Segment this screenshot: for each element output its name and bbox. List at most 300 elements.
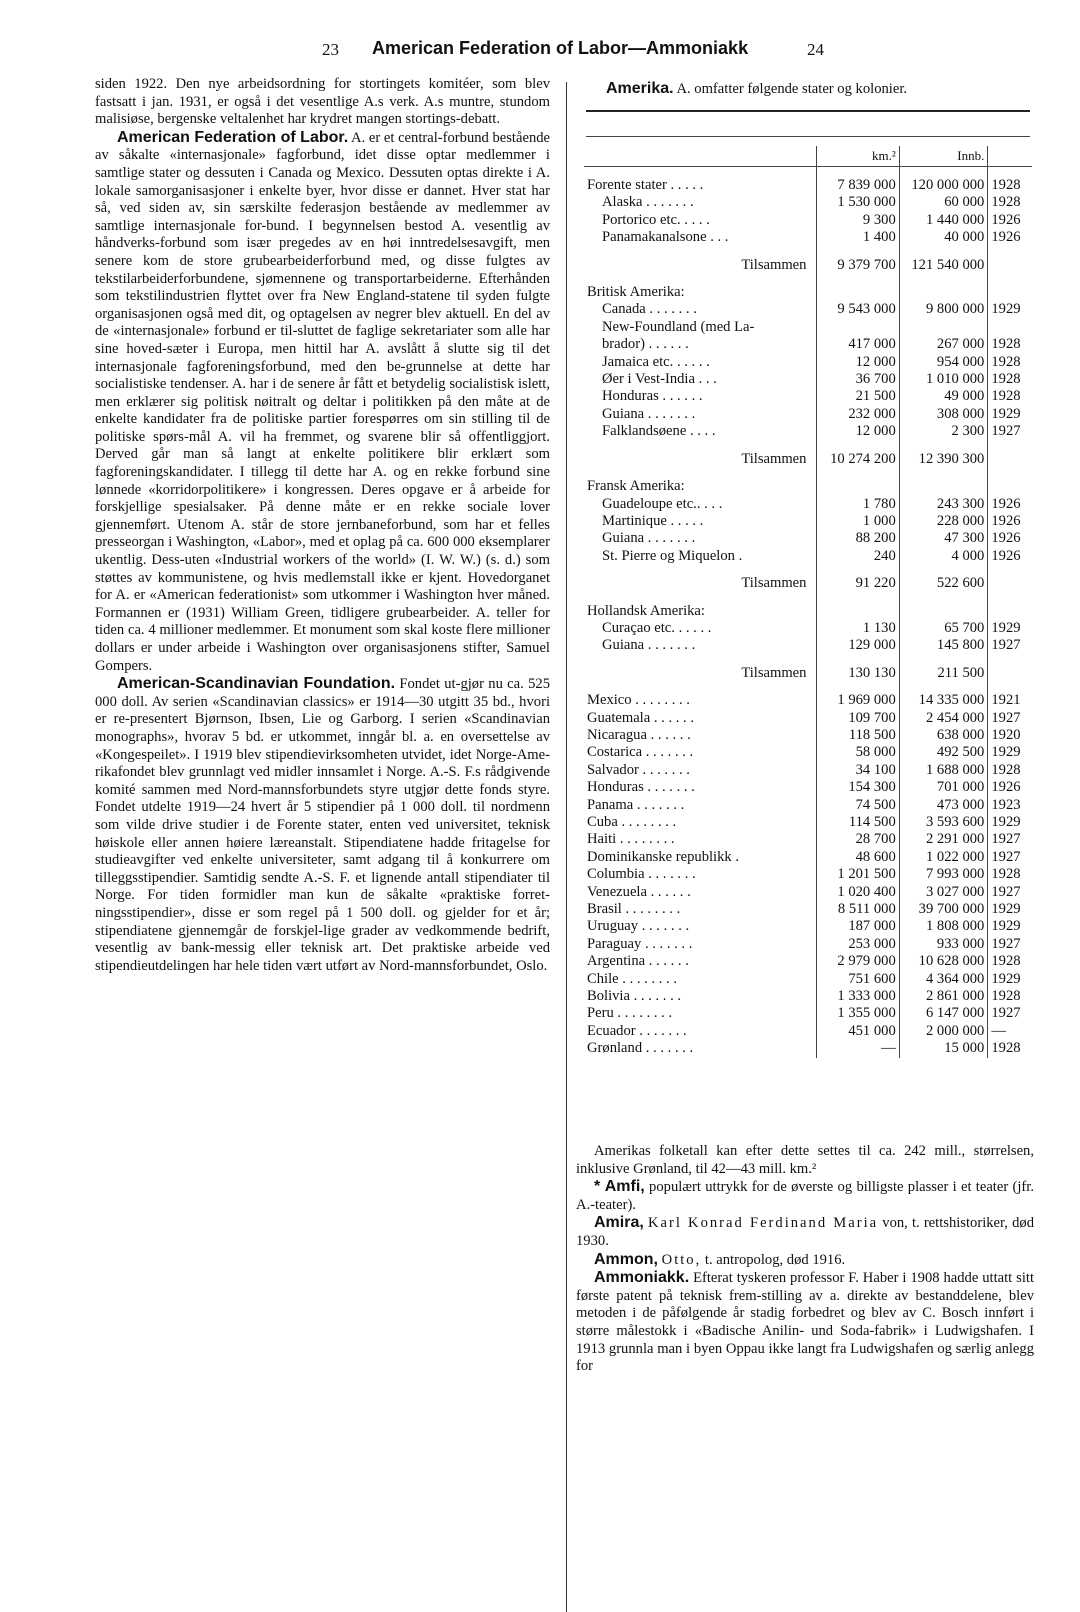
row-innb: 40 000	[899, 229, 988, 246]
spacer-cell	[899, 682, 988, 692]
page-number-right: 24	[807, 40, 824, 59]
empty-cell	[988, 575, 1032, 592]
row-year: 1928	[988, 336, 1032, 353]
total-km: 130 130	[817, 665, 899, 682]
country-km: 1 333 000	[817, 988, 899, 1005]
country-year: 1927	[988, 884, 1032, 901]
spacer-cell	[584, 593, 817, 603]
spacer-cell	[817, 682, 899, 692]
row-innb: 243 300	[899, 496, 988, 513]
country-name: Paraguay . . . . . . .	[587, 935, 693, 952]
spacer-cell	[584, 441, 817, 451]
empty-cell	[988, 284, 1032, 301]
spacer-row	[584, 247, 1032, 257]
country-name: Panama . . . . . . .	[587, 796, 685, 813]
headword-ammoniakk: Ammoniakk.	[594, 1269, 690, 1287]
spacer-cell	[817, 565, 899, 575]
spacer-row	[584, 167, 1032, 178]
spacer-row	[584, 441, 1032, 451]
country-row	[584, 936, 1032, 953]
table-row	[584, 513, 1032, 530]
row-year: 1927	[988, 637, 1032, 654]
empty-cell	[817, 603, 899, 620]
entry-ammon	[576, 1251, 1034, 1270]
country-km: 1 355 000	[817, 1005, 899, 1022]
row-name: Falklandsøene . . . .	[602, 423, 716, 440]
row-km: 9 300	[817, 212, 899, 229]
spacer-cell	[988, 441, 1032, 451]
row-year: 1928	[988, 354, 1032, 371]
entry-amira-text: von, t. rettshistoriker, død 1930.	[576, 1215, 1034, 1249]
table-row	[584, 194, 1032, 211]
folketall-note: Amerikas folketall kan efter dette settes til ca. 242 mill., størrelsen, inklusive Grønland, til 42—43 mill. km.²	[576, 1143, 1034, 1177]
spacer-cell	[899, 247, 988, 257]
spacer-cell	[899, 468, 988, 478]
country-name: Mexico . . . . . . . .	[587, 692, 690, 709]
row-km: 9 543 000	[817, 301, 899, 318]
spacer-cell	[988, 565, 1032, 575]
spacer-cell	[988, 593, 1032, 603]
country-year: 1927	[988, 1005, 1032, 1022]
entry-amfi-text: populært uttrykk for de øverste og billigste plasser i et teater (jfr. A.-teater).	[576, 1179, 1034, 1213]
row-km: 1 000	[817, 513, 899, 530]
headword-ammon: Ammon,	[594, 1250, 658, 1268]
table-row	[584, 637, 1032, 654]
entry-ammon-name: Otto,	[661, 1251, 702, 1268]
country-row	[584, 831, 1032, 848]
country-year: 1929	[988, 814, 1032, 831]
entry-amira	[576, 1214, 1034, 1250]
total-km: 9 379 700	[817, 257, 899, 274]
country-name: Costarica . . . . . . .	[587, 744, 694, 761]
spacer-cell	[817, 274, 899, 284]
table-row	[584, 388, 1032, 405]
country-year: —	[988, 1023, 1032, 1040]
running-header	[0, 38, 1080, 68]
country-km: 34 100	[817, 762, 899, 779]
row-year	[988, 319, 1032, 336]
row-km: 232 000	[817, 406, 899, 423]
row-km: 1 400	[817, 229, 899, 246]
header-innb-cell: Innb.	[899, 146, 988, 167]
country-innb: 3 027 000	[899, 884, 988, 901]
row-innb: 120 000 000	[899, 177, 988, 194]
spacer-row	[584, 565, 1032, 575]
row-year: 1926	[988, 548, 1032, 565]
left-column	[95, 76, 550, 975]
row-name: Portorico etc. . . . .	[602, 211, 710, 228]
country-km: 187 000	[817, 918, 899, 935]
country-year: 1929	[988, 901, 1032, 918]
entry-amfi	[576, 1178, 1034, 1214]
country-km: 8 511 000	[817, 901, 899, 918]
row-innb: 267 000	[899, 336, 988, 353]
row-innb: 47 300	[899, 530, 988, 547]
row-innb: 1 010 000	[899, 371, 988, 388]
spacer-cell	[817, 247, 899, 257]
spacer-cell	[817, 655, 899, 665]
spacer-cell	[899, 593, 988, 603]
row-year: 1928	[988, 371, 1032, 388]
group-heading: Hollandsk Amerika:	[587, 602, 705, 619]
country-innb: 2 291 000	[899, 831, 988, 848]
row-year: 1927	[988, 423, 1032, 440]
headword-amerika: Amerika.	[606, 80, 674, 97]
row-innb: 308 000	[899, 406, 988, 423]
country-km: 253 000	[817, 936, 899, 953]
country-name: Grønland . . . . . . .	[587, 1040, 694, 1057]
table-row	[584, 177, 1032, 194]
spacer-cell	[584, 247, 817, 257]
country-km: 118 500	[817, 727, 899, 744]
entry-ammoniakk-text: Efterat tyskeren professor F. Haber i 1908 hadde uttatt sitt første patent på teknisk frem-stilling av a. direkte av bestanddelene, blev metoden i de påfølgende år stadig forbedret og blev av C. Bosch innført i større målestokk i «Badische Anilin- und Soda-fabrik» i Ludwigshafen. I 1913 grunnla man i byen Oppau ikke langt fra Ludwigshafen og særlig anlegg for	[576, 1270, 1035, 1375]
country-innb: 638 000	[899, 727, 988, 744]
entry-asf-text: Fondet ut-gjør nu ca. 525 000 doll. Av serien «Scandinavian classics» er 1914—30 utgitt 35 bd., hvori er re-presentert Bjørnson, Ibsen, Lie og Garborg. I serien «Scandinavian monographs», hvorav 5 bd. er utkommet, inngår bl. a. en oversettelse av «Kongespeilet». I 1919 blev stipendievirksomheten utvidet, idet Norge-Ame-rikafondet blev grunnlagt ved midler innsamlet i Norge. A.-S. F.s rådgivende komité sammen med Nord-mannsforbundets styre utgjør dette fonds styre. Fondet utdelte 1919—24 hvert år 5 stipendier på 1 000 doll. til nordmenn som vilde drive studier i de Forente stater, enten ved universitet, teknisk høiskole eller annen høiere læreanstalt. Stipendiatene hadde fritagelse for studieavgifter ved enkelte universiteter, samt adgang til å konkurrere om tilleggsstipendier. Samtidig sendte A.-S. F. et lignende antall stipendiater til Norge. For tiden formidler man kun de såkalte «praktiske forret-ningsstipendier», disse er som regel på 1 500 doll. og gjelder for et år; stipendiatene gjennemgår de forskjel-lige grader av vedkommende bedrift, vesentlig av bank-messig eller teknisk art. Det praktiske arbeide ved stipendieutdelingen har hele tiden vært utført av Nord-mannsforbundet, Oslo.	[95, 676, 550, 974]
total-label: Tilsammen	[741, 575, 807, 592]
country-innb: 701 000	[899, 779, 988, 796]
spacer-cell	[584, 167, 817, 178]
country-name: Honduras . . . . . . .	[587, 779, 695, 796]
country-innb: 473 000	[899, 797, 988, 814]
country-row	[584, 918, 1032, 935]
row-name: Canada . . . . . . .	[602, 301, 697, 318]
row-year: 1926	[988, 496, 1032, 513]
spacer-row	[584, 593, 1032, 603]
spacer-row	[584, 655, 1032, 665]
country-innb: 2 861 000	[899, 988, 988, 1005]
amerika-intro: A. omfatter følgende stater og kolonier.	[676, 81, 908, 97]
row-year: 1929	[988, 620, 1032, 637]
row-name: brador) . . . . . .	[602, 336, 689, 353]
amerika-table	[584, 146, 1032, 1058]
country-row	[584, 971, 1032, 988]
row-year: 1929	[988, 406, 1032, 423]
row-innb: 954 000	[899, 354, 988, 371]
row-km: 1 530 000	[817, 194, 899, 211]
country-row	[584, 797, 1032, 814]
country-year: 1929	[988, 971, 1032, 988]
country-km: 2 979 000	[817, 953, 899, 970]
header-km-cell: km.²	[817, 146, 899, 167]
row-name: Guadeloupe etc.. . . .	[602, 495, 723, 512]
empty-cell	[988, 478, 1032, 495]
country-name: Argentina . . . . . .	[587, 953, 689, 970]
row-year: 1926	[988, 530, 1032, 547]
right-column-notes	[576, 1143, 1034, 1376]
country-row	[584, 1023, 1032, 1040]
country-row	[584, 744, 1032, 761]
empty-cell	[988, 665, 1032, 682]
country-row	[584, 779, 1032, 796]
country-innb: 1 688 000	[899, 762, 988, 779]
row-innb: 4 000	[899, 548, 988, 565]
country-km: 28 700	[817, 831, 899, 848]
spacer-cell	[584, 468, 817, 478]
country-innb: 39 700 000	[899, 901, 988, 918]
spacer-cell	[584, 274, 817, 284]
country-row	[584, 849, 1032, 866]
empty-cell	[988, 451, 1032, 468]
row-name: Guiana . . . . . . .	[602, 530, 696, 547]
table-row	[584, 336, 1032, 353]
country-innb: 492 500	[899, 744, 988, 761]
row-km: 21 500	[817, 388, 899, 405]
country-year: 1920	[988, 727, 1032, 744]
table-row	[584, 371, 1032, 388]
country-innb: 6 147 000	[899, 1005, 988, 1022]
country-year: 1926	[988, 779, 1032, 796]
country-name: Venezuela . . . . . .	[587, 883, 691, 900]
country-year: 1928	[988, 953, 1032, 970]
total-label: Tilsammen	[741, 450, 807, 467]
country-km: 114 500	[817, 814, 899, 831]
spacer-cell	[899, 167, 988, 178]
table-top-rule	[586, 110, 1030, 112]
country-year: 1927	[988, 710, 1032, 727]
row-innb: 60 000	[899, 194, 988, 211]
group-heading: Britisk Amerika:	[587, 284, 685, 301]
country-year: 1929	[988, 918, 1032, 935]
country-name: Chile . . . . . . . .	[587, 970, 677, 987]
empty-cell	[817, 478, 899, 495]
table-row	[584, 496, 1032, 513]
row-year: 1929	[988, 301, 1032, 318]
country-km: 451 000	[817, 1023, 899, 1040]
country-name: Dominikanske republikk .	[587, 848, 739, 865]
row-innb: 2 300	[899, 423, 988, 440]
total-innb: 211 500	[899, 665, 988, 682]
country-name: Ecuador . . . . . . .	[587, 1022, 687, 1039]
empty-cell	[817, 284, 899, 301]
row-name: Panamakanalsone . . .	[602, 229, 729, 246]
entry-afl	[95, 129, 550, 675]
header-name-cell	[584, 146, 817, 167]
table-row	[584, 530, 1032, 547]
row-year: 1926	[988, 513, 1032, 530]
row-innb: 145 800	[899, 637, 988, 654]
country-km: 154 300	[817, 779, 899, 796]
table-row	[584, 301, 1032, 318]
country-innb: 10 628 000	[899, 953, 988, 970]
country-innb: 1 022 000	[899, 849, 988, 866]
country-km: 1 020 400	[817, 884, 899, 901]
row-name: Alaska . . . . . . .	[602, 194, 694, 211]
spacer-row	[584, 682, 1032, 692]
row-year: 1928	[988, 388, 1032, 405]
country-row	[584, 866, 1032, 883]
spacer-cell	[899, 274, 988, 284]
country-name: Uruguay . . . . . . .	[587, 918, 690, 935]
row-name: Jamaica etc. . . . . .	[602, 353, 710, 370]
group-heading: Fransk Amerika:	[587, 478, 685, 495]
spacer-cell	[988, 247, 1032, 257]
row-name: New-Foundland (med La-	[602, 318, 755, 335]
entry-amerika-head	[606, 80, 907, 99]
country-innb: 3 593 600	[899, 814, 988, 831]
country-name: Cuba . . . . . . . .	[587, 814, 677, 830]
row-innb: 65 700	[899, 620, 988, 637]
empty-cell	[988, 257, 1032, 274]
row-km: 36 700	[817, 371, 899, 388]
row-year: 1928	[988, 177, 1032, 194]
group-heading-row	[584, 284, 1032, 301]
country-name: Brasil . . . . . . . .	[587, 901, 681, 918]
total-row	[584, 451, 1032, 468]
country-year: 1929	[988, 744, 1032, 761]
row-km: 240	[817, 548, 899, 565]
total-row	[584, 575, 1032, 592]
empty-cell	[988, 603, 1032, 620]
row-innb: 49 000	[899, 388, 988, 405]
spacer-cell	[899, 565, 988, 575]
country-year: 1927	[988, 936, 1032, 953]
row-name: Martinique . . . . .	[602, 512, 704, 529]
row-year: 1928	[988, 194, 1032, 211]
country-km: 751 600	[817, 971, 899, 988]
country-name: Columbia . . . . . . .	[587, 866, 696, 883]
country-name: Haiti . . . . . . . .	[587, 831, 675, 848]
country-innb: 14 335 000	[899, 692, 988, 709]
entry-afl-text: A. er et central-forbund bestående av såkalte «internasjonale» fagforbund, idet disse optar medlemmer i samtlige stater og dessuten i Canada og Mexico. Dessuten optas direkte i A. lokale samorganisasjoner i enkelte byer, hvor disse er dannet. Hver stat har så, ved siden av, sin særskilte federasjon bestående av medlemmer av samtlige internasjonale for-bund. I begynnelsen bestod A. vesentlig av håndverks-forbund som især pregedes av en høi inntredelsesavgift, men senere kom de store grubearbeiderforbund med, og disse fulgtes av tekstilarbeiderforbundene, sjømennene og transportarbeiderne. Efterhånden som tekstilindustrien flyttet over fra New England-statene til syden fulgte organisasjonen også med dit, og optagelsen av negrer blev aktuell. En del av de «internasjonale» forbund er til-sluttet de faglige sekretariater som alle har sine hoved-sæter i Europa, men hittil har A. avslått å slutte sig til det internasjonale fagforeningsforbund, med den be-grunnelse at dette har socialistiske tendenser. A. har i de senere år fått et betydelig socialistisk islett, men erklærer sig politisk nøitralt og deltar i politikken på den måte at de enkelte kandidater fra de politiske partier forespørres om sin stilling til de politiske spørs-mål A. vil ha fremmet, og svarene blir så offentliggjort. Derved går man så langt at enkelte politikere blir erklært som fagforeningskandidater. I tillegg til dette har A. og en rekke forbund sine lønnede «korridorpolitikere» i kongressen. Deres opgave er å arbeide for forskjellige spesialsaker. På denne måte er en rekke sociale lover gjennemført. Utenom A. står de store jernbaneforbund, som har et felles presseorgan i Washington, «Labor», med et oplag på ca. 600 000 eksemplarer ukentlig. Dess-uten «Industrial workers of the world» (I. W. W.) (s. d.) som støttes av kommunistene, og hvis medlemstall ikke er kjent. Hovedorganet for A. er «American federationist» som utkommer i Washington hver måned. Formannen er (1931) William Green, tidligere grubearbeider. A. teller for tiden ca. 4 millioner medlemmer. Et monument som skal koste flere millioner dollars er under arbeide i Washington over organisasjonens stifter, Samuel Gompers.	[95, 129, 551, 674]
group-heading-row	[584, 603, 1032, 620]
spacer-row	[584, 468, 1032, 478]
country-name: Peru . . . . . . . .	[587, 1005, 673, 1022]
country-row	[584, 762, 1032, 779]
country-year: 1923	[988, 797, 1032, 814]
country-row	[584, 901, 1032, 918]
country-row	[584, 692, 1032, 709]
country-row	[584, 884, 1032, 901]
running-title: American Federation of Labor—Ammoniakk	[372, 38, 749, 58]
total-row	[584, 665, 1032, 682]
row-innb: 228 000	[899, 513, 988, 530]
headword-asf: American-Scandinavian Foundation.	[117, 675, 396, 693]
empty-cell	[899, 478, 988, 495]
country-row	[584, 1005, 1032, 1022]
spacer-cell	[899, 441, 988, 451]
total-label: Tilsammen	[741, 256, 807, 273]
table-row	[584, 423, 1032, 440]
row-km: 417 000	[817, 336, 899, 353]
row-name: Honduras . . . . . .	[602, 388, 703, 405]
row-km: 1 130	[817, 620, 899, 637]
spacer-cell	[817, 593, 899, 603]
table-header-row	[584, 146, 1032, 167]
row-km: 1 780	[817, 496, 899, 513]
spacer-cell	[817, 167, 899, 178]
country-name: Guatemala . . . . . .	[587, 709, 694, 726]
country-year: 1928	[988, 762, 1032, 779]
row-km: 88 200	[817, 530, 899, 547]
country-km: 74 500	[817, 797, 899, 814]
table-row	[584, 406, 1032, 423]
table-row	[584, 229, 1032, 246]
entry-amira-name: Karl Konrad Ferdinand Maria	[647, 1215, 879, 1232]
country-row	[584, 727, 1032, 744]
row-name: St. Pierre og Miquelon .	[602, 547, 743, 564]
country-innb: 4 364 000	[899, 971, 988, 988]
headword-amfi: * Amfi,	[594, 1178, 645, 1196]
country-km: 58 000	[817, 744, 899, 761]
country-row	[584, 1040, 1032, 1057]
table-row	[584, 620, 1032, 637]
spacer-cell	[899, 655, 988, 665]
country-km: 48 600	[817, 849, 899, 866]
country-name: Nicaragua . . . . . .	[587, 726, 691, 743]
spacer-cell	[988, 655, 1032, 665]
row-km: 129 000	[817, 637, 899, 654]
country-row	[584, 988, 1032, 1005]
country-innb: 2 000 000	[899, 1023, 988, 1040]
header-year-cell	[988, 146, 1032, 167]
headword-amira: Amira,	[594, 1214, 644, 1232]
column-divider	[566, 82, 567, 1612]
row-km: 12 000	[817, 423, 899, 440]
total-km: 10 274 200	[817, 451, 899, 468]
country-year: 1928	[988, 866, 1032, 883]
country-innb: 7 993 000	[899, 866, 988, 883]
spacer-row	[584, 274, 1032, 284]
entry-ammoniakk	[576, 1269, 1034, 1376]
spacer-cell	[988, 468, 1032, 478]
country-year: 1928	[988, 988, 1032, 1005]
table-second-rule	[586, 136, 1030, 137]
row-name: Forente stater . . . . .	[587, 177, 704, 193]
total-row	[584, 257, 1032, 274]
row-name: Guiana . . . . . . .	[602, 405, 696, 422]
country-km: 1 969 000	[817, 692, 899, 709]
table-row	[584, 212, 1032, 229]
row-km	[817, 319, 899, 336]
total-innb: 12 390 300	[899, 451, 988, 468]
spacer-cell	[817, 468, 899, 478]
country-row	[584, 710, 1032, 727]
headword-afl: American Federation of Labor.	[117, 128, 349, 146]
country-innb: 2 454 000	[899, 710, 988, 727]
row-year: 1926	[988, 212, 1032, 229]
row-innb: 1 440 000	[899, 212, 988, 229]
country-year: 1927	[988, 831, 1032, 848]
row-name: Guiana . . . . . . .	[602, 637, 696, 654]
entry-asf	[95, 675, 550, 975]
total-label: Tilsammen	[741, 664, 807, 681]
total-innb: 121 540 000	[899, 257, 988, 274]
country-km: 109 700	[817, 710, 899, 727]
total-km: 91 220	[817, 575, 899, 592]
row-km: 7 839 000	[817, 177, 899, 194]
spacer-cell	[988, 682, 1032, 692]
page-number-left: 23	[322, 40, 339, 59]
table-row	[584, 548, 1032, 565]
country-year: 1928	[988, 1040, 1032, 1057]
spacer-cell	[584, 655, 817, 665]
row-year: 1926	[988, 229, 1032, 246]
table-row	[584, 354, 1032, 371]
row-name: Øer i Vest-India . . .	[602, 371, 717, 388]
total-innb: 522 600	[899, 575, 988, 592]
country-name: Salvador . . . . . . .	[587, 761, 690, 778]
spacer-cell	[988, 274, 1032, 284]
country-innb: 1 808 000	[899, 918, 988, 935]
table-row	[584, 319, 1032, 336]
row-km: 12 000	[817, 354, 899, 371]
row-innb	[899, 319, 988, 336]
spacer-cell	[817, 441, 899, 451]
row-innb: 9 800 000	[899, 301, 988, 318]
empty-cell	[899, 603, 988, 620]
entry-ammon-text: t. antropolog, død 1916.	[704, 1251, 846, 1268]
country-row	[584, 953, 1032, 970]
